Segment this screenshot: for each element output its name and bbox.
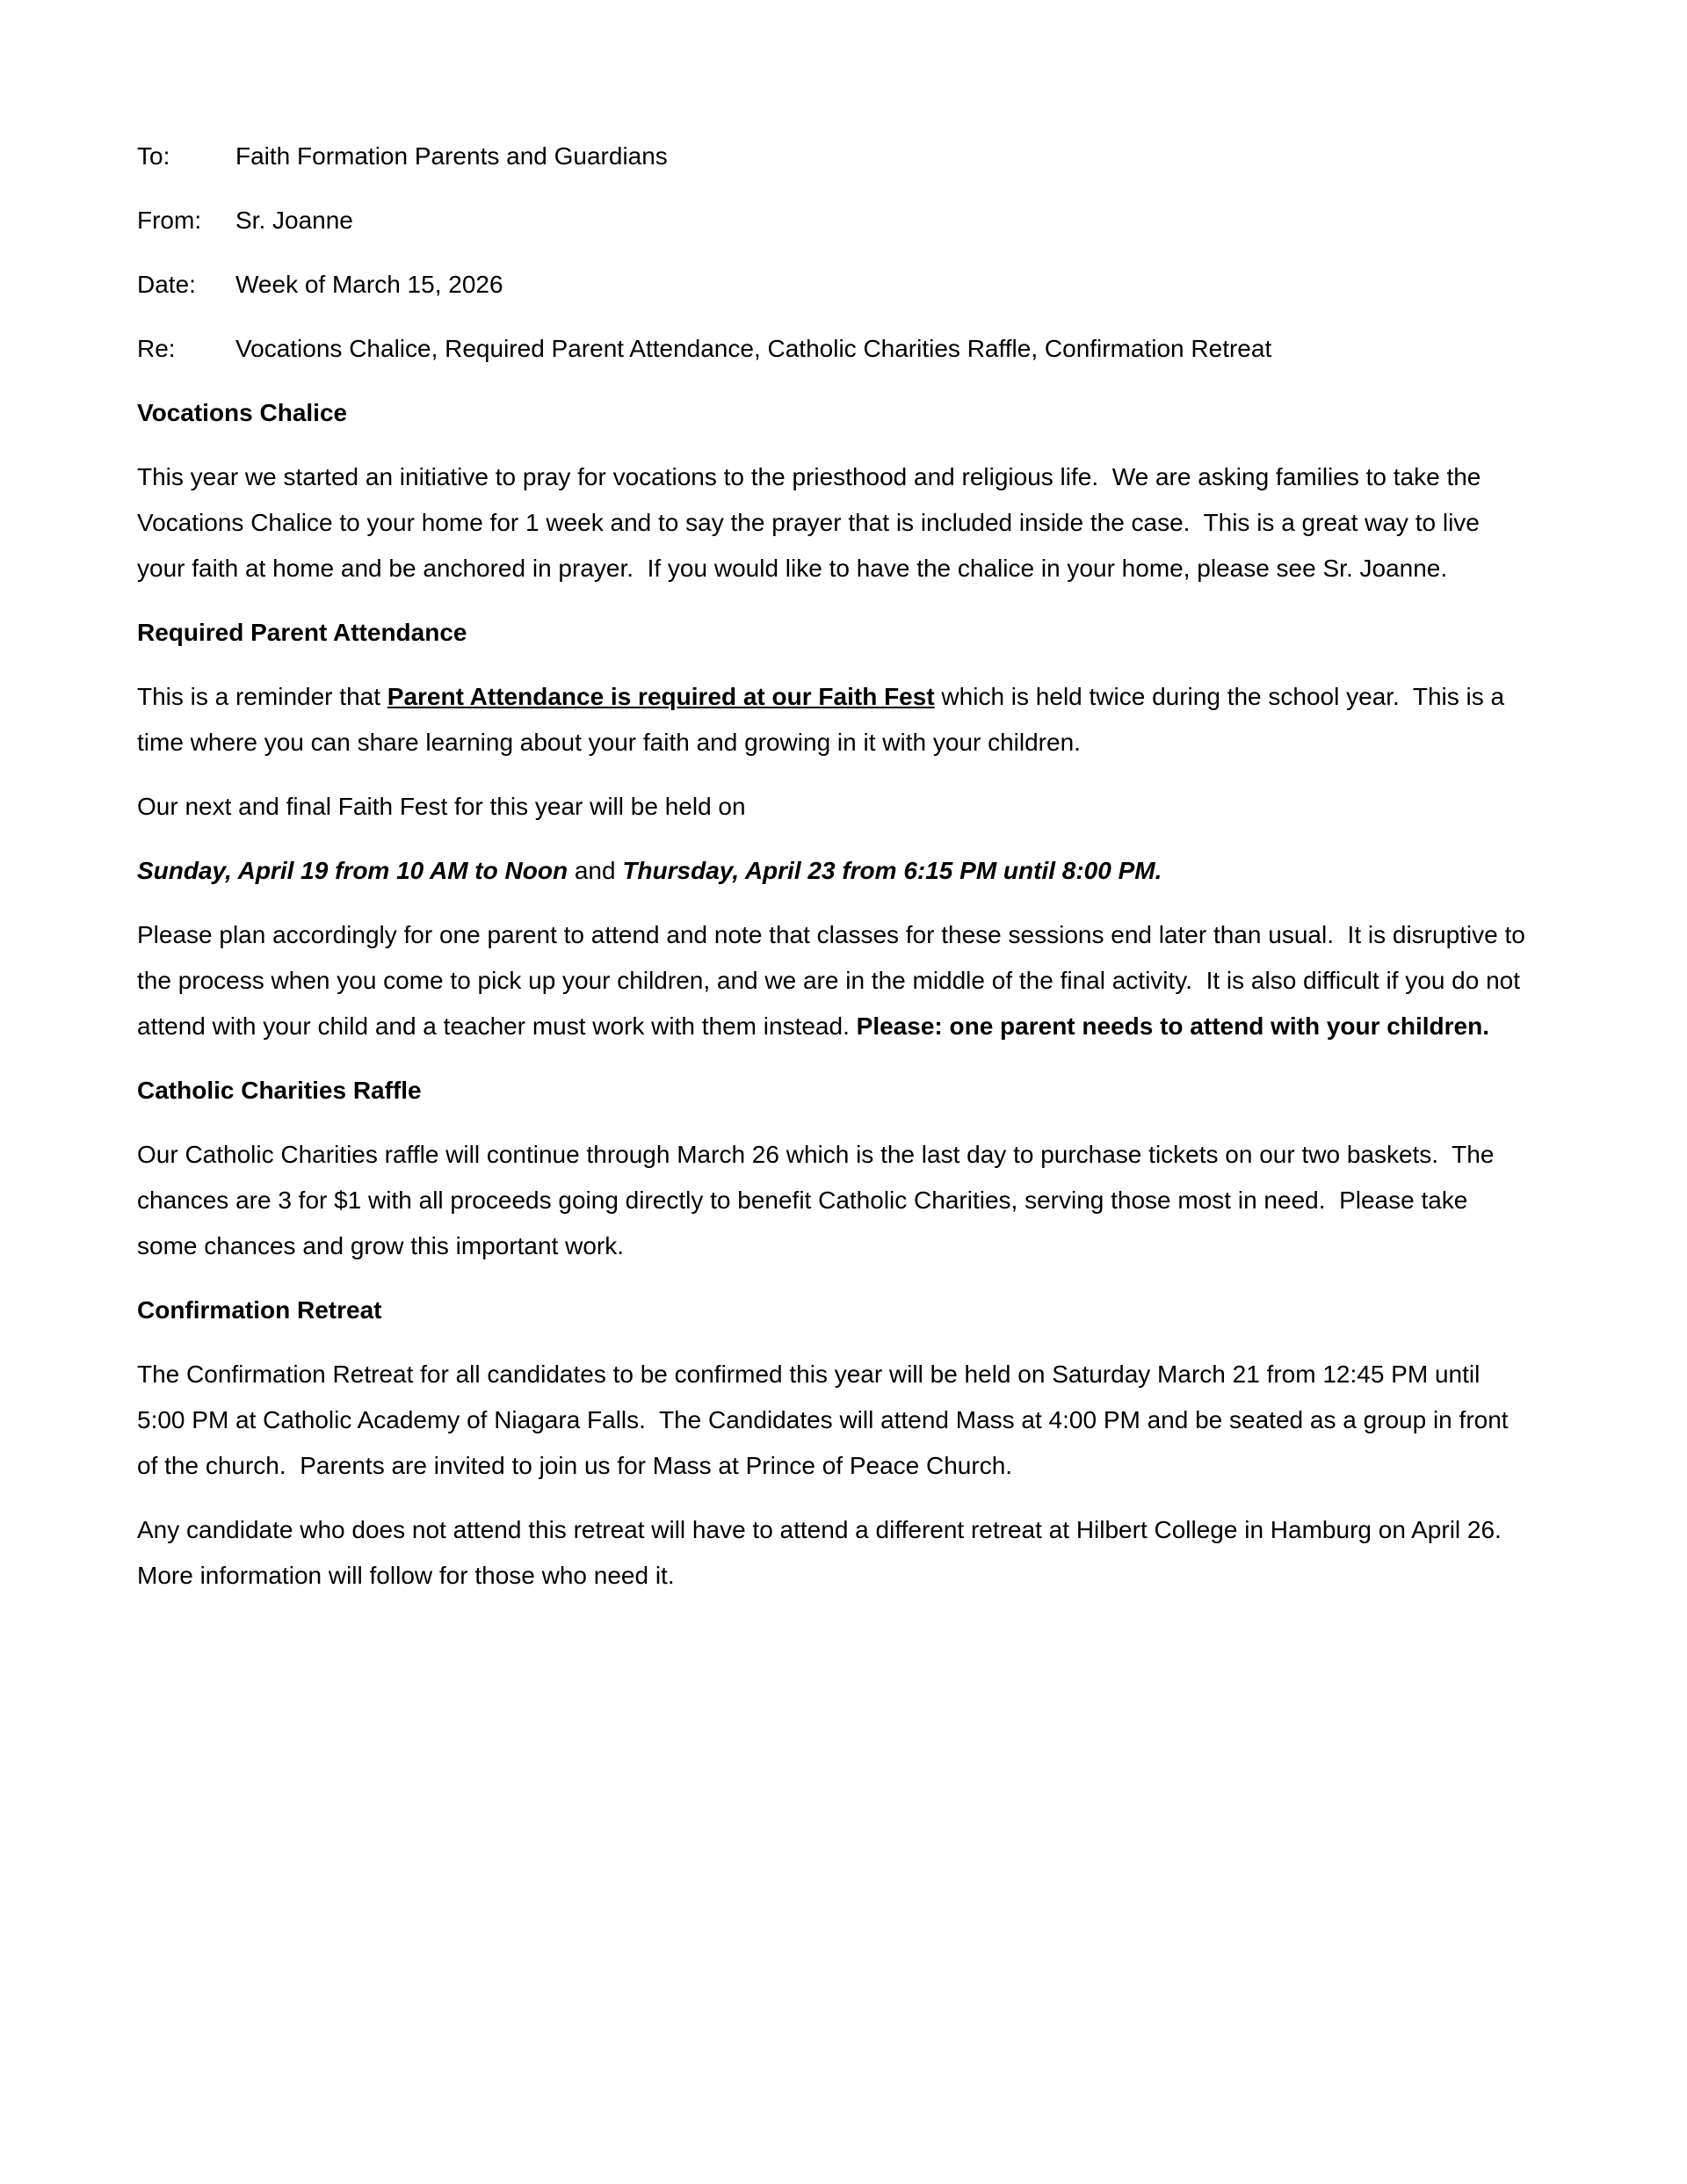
attendance-p1-emphasis: Parent Attendance is required at our Faith Fest: [387, 683, 935, 710]
confirmation-paragraph-1: The Confirmation Retreat for all candidates to be confirmed this year will be held on Saturday March 21 from 12:45 PM until 5:00 PM at Catholic Academy of Niagara Falls. The Candidates will attend Mass at 4:00 PM and be seated as a group in front of the church. Parents are invited to join us for Mass at Prince of Peace Church.: [137, 1360, 1516, 1479]
memo-header: [137, 134, 1529, 372]
raffle-heading: Catholic Charities Raffle: [137, 1077, 422, 1104]
attendance-dates-line: [137, 848, 1529, 894]
attendance-paragraph-1: [137, 674, 1529, 765]
section-confirmation-retreat: [137, 1288, 1529, 1599]
faith-fest-date-1: Sunday, April 19 from 10 AM to Noon: [137, 857, 568, 884]
section-vocations-chalice: [137, 390, 1529, 591]
attendance-heading: Required Parent Attendance: [137, 619, 467, 646]
memo-date-label: Date:: [137, 271, 196, 298]
memo-to-label: To:: [137, 142, 170, 170]
raffle-paragraph: Our Catholic Charities raffle will continue through March 26 which is the last day to purchase tickets on our two baskets. The chances are 3 for $1 with all proceeds going directly to benefit Catholic Charities, serving those most in need. Please take some chances and grow this important work.: [137, 1141, 1502, 1259]
attendance-p1-after: which is held twice during the school year. This is a time where you can share learning about your faith and growing in it with your children.: [137, 683, 1511, 756]
vocations-heading: Vocations Chalice: [137, 399, 348, 426]
confirmation-paragraph-2: Any candidate who does not attend this retreat will have to attend a different retreat at Hilbert College in Hamburg on April 26. More information will follow for those who need it.: [137, 1516, 1516, 1589]
section-required-parent-attendance: [137, 610, 1532, 1049]
confirmation-heading: Confirmation Retreat: [137, 1296, 382, 1324]
attendance-paragraph-2: Our next and final Faith Fest for this year will be held on: [137, 793, 746, 820]
vocations-paragraph: This year we started an initiative to pray for vocations to the priesthood and religious life. We are asking families to take the Vocations Chalice to your home for 1 week and to say the prayer that is included inside the case. This is a great way to live your faith at home and be anchored in prayer. If you would like to have the chalice in your home, please see Sr. Joanne.: [137, 463, 1488, 582]
memo-from-label: From:: [137, 207, 202, 234]
attendance-p1-before: This is a reminder that: [137, 683, 387, 710]
faith-fest-dates-connector: and: [568, 857, 623, 884]
memo-header-row-from: [137, 198, 1529, 243]
memo-from-value: Sr. Joanne: [235, 207, 353, 234]
section-catholic-charities-raffle: [137, 1068, 1529, 1269]
attendance-p3-emphasis: Please: one parent needs to attend with your children.: [856, 1012, 1489, 1040]
memo-header-row-date: [137, 262, 1529, 308]
attendance-paragraph-3: [137, 912, 1532, 1049]
memo-header-row-to: [137, 134, 1529, 179]
attendance-p3-body: Please plan accordingly for one parent to attend and note that classes for these sessions end later than usual. It is disruptive to the process when you come to pick up your children, and we are in the middle of the final activity. It is also difficult if you do not attend with your child and a teacher must work with them instead.: [137, 921, 1532, 1040]
memo-date-value: Week of March 15, 2026: [235, 271, 503, 298]
memo-header-row-re: [137, 326, 1529, 372]
memo-to-value: Faith Formation Parents and Guardians: [235, 142, 668, 170]
memo-re-value: Vocations Chalice, Required Parent Attendance, Catholic Charities Raffle, Confirmation Retreat: [235, 335, 1272, 362]
memo-re-label: Re:: [137, 335, 176, 362]
faith-fest-date-2: Thursday, April 23 from 6:15 PM until 8:00 PM.: [622, 857, 1162, 884]
